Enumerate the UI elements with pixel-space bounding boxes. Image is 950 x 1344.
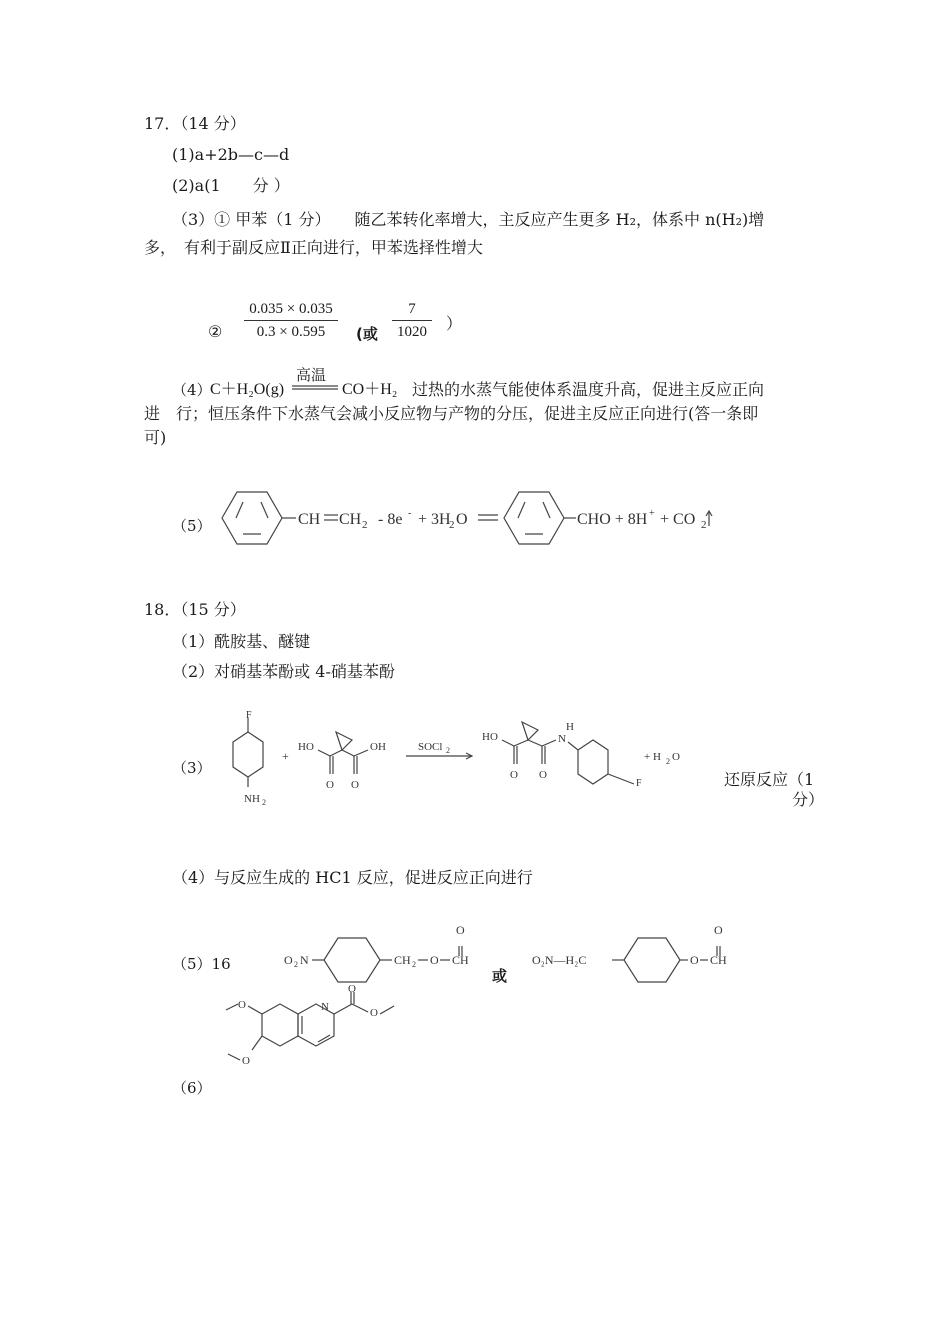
q18-header: 18．（15 分） [144, 600, 246, 619]
svg-text:O: O [238, 999, 246, 1011]
close-paren: ） [446, 314, 463, 333]
q17-answer-4-text2: 进 行；恒压条件下水蒸气会减小反应物与产物的分压，促进主反应正向进行(答一条即 [144, 404, 759, 423]
svg-text:OH: OH [370, 741, 386, 753]
svg-text:2: 2 [294, 960, 298, 969]
q17-eq4-condition: 高温 [296, 366, 327, 384]
svg-text:CH: CH [710, 953, 727, 967]
q18-or: 或 [492, 967, 508, 985]
svg-text:O: O [714, 923, 723, 937]
svg-text:O: O [348, 983, 356, 995]
svg-text:2: 2 [449, 519, 455, 531]
svg-text:H: H [566, 721, 574, 733]
answer-5-structures [282, 920, 742, 984]
svg-text:NH: NH [244, 793, 260, 805]
svg-text:+: + [649, 508, 655, 519]
svg-text:O: O [510, 769, 518, 781]
svg-text:HO: HO [298, 741, 314, 753]
svg-text:F: F [246, 710, 252, 721]
fraction-main-numerator: 0.035 × 0.035 [244, 301, 338, 321]
q18-answer-6-label: （6） [172, 1079, 212, 1097]
ring-a [324, 938, 380, 982]
eq5-ch2: CH [339, 511, 362, 528]
svg-text:N: N [300, 953, 309, 967]
q18-reduction-line2: 分） [792, 790, 825, 809]
benzene-ring-1 [222, 492, 282, 544]
q18-reduction-line1: 还原反应（1 [724, 770, 815, 789]
q17-answer-1: (1)a+2b—c—d [172, 145, 290, 164]
q18-answer-4: （4）与反应生成的 HC1 反应，促进反应正向进行 [172, 868, 533, 887]
quinoline-benzo-ring [262, 1004, 298, 1046]
q17-answer-4-label: （4） [172, 381, 212, 399]
q18-answer-5-label: （5）16 [172, 955, 231, 973]
q17-answer-3-line2: 多， 有利于副反应Ⅱ正向进行，甲苯选择性增大 [144, 238, 483, 257]
svg-text:O: O [539, 769, 547, 781]
eq5-ch: CH [298, 511, 321, 528]
answer-6-structure [222, 984, 422, 1076]
eq4-arrow [292, 384, 340, 390]
q17-answer-3-2-label: ② [208, 322, 223, 341]
q17-header: 17．（14 分） [144, 114, 246, 133]
benzene-ring-2 [504, 492, 564, 544]
reaction-3-scheme [226, 712, 696, 812]
q17-answer-5-label: （5） [172, 517, 212, 535]
q17-answer-2: (2)a(1 分 ） [172, 176, 290, 195]
svg-text:O: O [430, 953, 439, 967]
eq5-co2: + CO [660, 511, 696, 528]
svg-text:CH: CH [394, 953, 411, 967]
svg-text:2: 2 [262, 798, 266, 807]
aniline-ring [233, 732, 263, 777]
product-ring [578, 740, 608, 784]
svg-text:O: O [284, 953, 293, 967]
svg-text:2: 2 [362, 519, 368, 531]
fraction-main [244, 301, 338, 341]
svg-text:N: N [558, 733, 566, 745]
svg-text:SOCl: SOCl [418, 741, 443, 753]
svg-text:2: 2 [446, 746, 450, 755]
q18-answer-3-label: （3） [172, 759, 212, 777]
eq5-equation [212, 488, 732, 548]
fraction-alt [392, 301, 432, 341]
q17-eq4-lhs: C＋H₂O(g) [210, 381, 285, 398]
svg-text:N: N [321, 1001, 329, 1013]
eq5-electrons: - 8e [378, 511, 403, 528]
svg-text:F: F [636, 778, 642, 789]
q17-answer-3-line1: （3）① 甲苯（1 分） 随乙苯转化率增大，主反应产生更多 H₂，体系中 n(H₂)增 [172, 210, 765, 229]
svg-text:2: 2 [666, 757, 670, 766]
fraction-main-denominator: 0.3 × 0.595 [256, 324, 326, 340]
svg-text:2: 2 [412, 960, 416, 969]
eq5-cho: CHO + 8H [577, 511, 648, 528]
or-open: (或 [356, 325, 378, 343]
q17-eq4-rhs: CO＋H₂ [342, 381, 398, 398]
svg-text:O₂N—H₂C: O₂N—H₂C [532, 953, 587, 967]
eq5-water: + 3H [418, 511, 451, 528]
fraction-alt-denominator: 1020 [397, 324, 427, 340]
svg-text:O: O [326, 779, 334, 791]
svg-text:O: O [672, 751, 680, 763]
q17-answer-4-text3: 可) [144, 428, 167, 447]
q17-answer-4-text1: 过热的水蒸气能使体系温度升高，促进主反应正向 [412, 380, 765, 399]
svg-text:+: + [282, 749, 289, 763]
fraction-alt-numerator: 7 [392, 301, 432, 321]
svg-text:O: O [456, 511, 468, 528]
svg-text:CH: CH [452, 953, 469, 967]
q18-answer-2: （2）对硝基苯酚或 4-硝基苯酚 [172, 662, 395, 681]
svg-text:2: 2 [701, 519, 707, 531]
svg-text:+ H: + H [644, 751, 661, 763]
svg-text:O: O [370, 1007, 378, 1019]
svg-text:O: O [351, 779, 359, 791]
svg-text:-: - [408, 508, 412, 519]
svg-text:O: O [456, 923, 465, 937]
q18-answer-1: （1）酰胺基、醚键 [172, 632, 311, 651]
svg-text:O: O [690, 953, 699, 967]
svg-text:HO: HO [482, 731, 498, 743]
ring-b [624, 938, 680, 982]
svg-text:O: O [242, 1055, 250, 1067]
